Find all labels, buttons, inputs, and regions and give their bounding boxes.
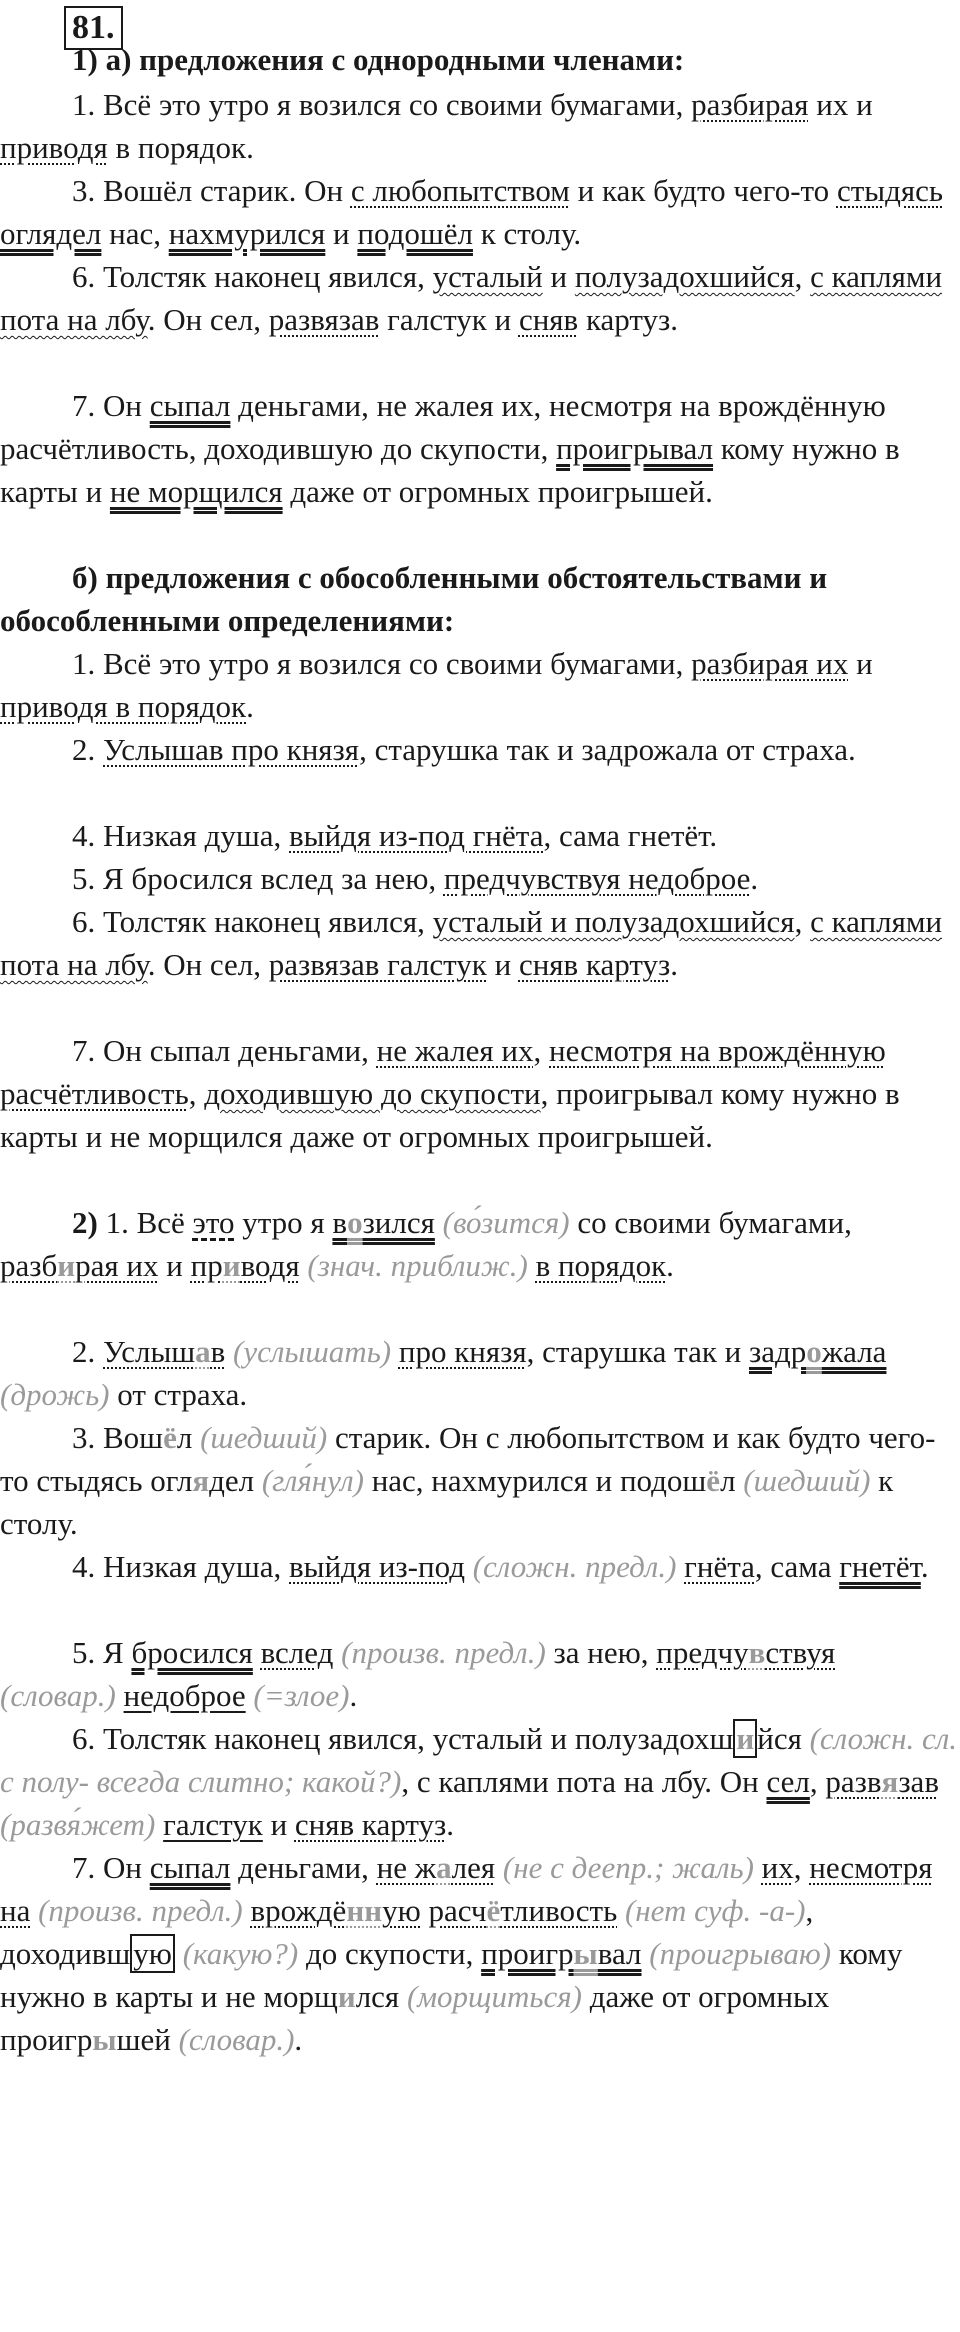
sentence-2-7: 7. Он сыпал деньгами, не жалея (не с деепр.; жаль) их, несмотря на (произв. предл.) врождённую расчётливость (нет суф. -а-), доходившую (какую?) до скупости, проигрывал (проигрываю) кому нужно в карты и не морщился (морщиться) даже от огромных проигрышей (словар.).	[0, 1850, 933, 2057]
sentence-b7: 7. Он сыпал деньгами, не жалея их, несмотря на врождённую расчётливость, доходившую до скупости, проигрывал кому нужно в карты и не морщился даже от огромных проигрышей.	[0, 1033, 900, 1154]
sentence-b2: 2. Услышав про князя, старушка так и задрожала от страха.	[72, 732, 856, 767]
sentence-2-1: 2) 1. Всё это утро я возился (во́зится) со своими бумагами, разбирая их и приводя (знач. приближ.) в порядок.	[0, 1205, 852, 1283]
sentence-b5: 5. Я бросился вслед за нею, предчувствуя недоброе.	[72, 861, 759, 896]
sentence-2-2: 2. Услышав (услышать) про князя, старушка так и задрожала (дрожь) от страха.	[0, 1334, 887, 1412]
sentence-b1: 1. Всё это утро я возился со своими бумагами, разбирая их и приводя в порядок.	[0, 646, 873, 724]
sentence-b4: 4. Низкая душа, выйдя из-под гнёта, сама гнетёт.	[72, 818, 718, 853]
sentence-2-6: 6. Толстяк наконец явился, усталый и полузадохшийся (сложн. сл. с полу- всегда слитно; какой?), с каплями пота на лбу. Он сел, развязав (развя́жет) галстук и сняв картуз.	[0, 1721, 958, 1842]
heading-isolated: б) предложения с обособленными обстоятельствами и обособленными определениями:	[0, 560, 828, 638]
heading-homogeneous: 1) а) предложения с однородными членами:	[72, 42, 685, 77]
sentence-b6: 6. Толстяк наконец явился, усталый и полузадохшийся, с каплями пота на лбу. Он сел, развязав галстук и сняв картуз.	[0, 904, 943, 982]
sentence-a7: 7. Он сыпал деньгами, не жалея их, несмотря на врождённую расчётливость, доходившую до скупости, проигрывал кому нужно в карты и не морщился даже от огромных проигрышей.	[0, 388, 900, 509]
sentence-2-5: 5. Я бросился вслед (произв. предл.) за нею, предчувствуя (словар.) недоброе (=злое).	[0, 1635, 836, 1713]
sentence-2-3: 3. Вошёл (шедший) старик. Он с любопытством и как будто чего-то стыдясь оглядел (гля́нул) нас, нахмурился и подошёл (шедший) к столу.	[0, 1420, 936, 1541]
sentence-a1: 1. Всё это утро я возился со своими бумагами, разбирая их и приводя в порядок.	[0, 87, 873, 165]
sentence-a3: 3. Вошёл старик. Он с любопытством и как будто чего-то стыдясь оглядел нас, нахмурился и подошёл к столу.	[0, 173, 944, 251]
sentence-2-4: 4. Низкая душа, выйдя из-под (сложн. предл.) гнёта, сама гнетёт.	[72, 1549, 929, 1584]
sentence-a6: 6. Толстяк наконец явился, усталый и полузадохшийся, с каплями пота на лбу. Он сел, развязав галстук и сняв картуз.	[0, 259, 943, 337]
exercise-number: 81.	[64, 6, 123, 50]
